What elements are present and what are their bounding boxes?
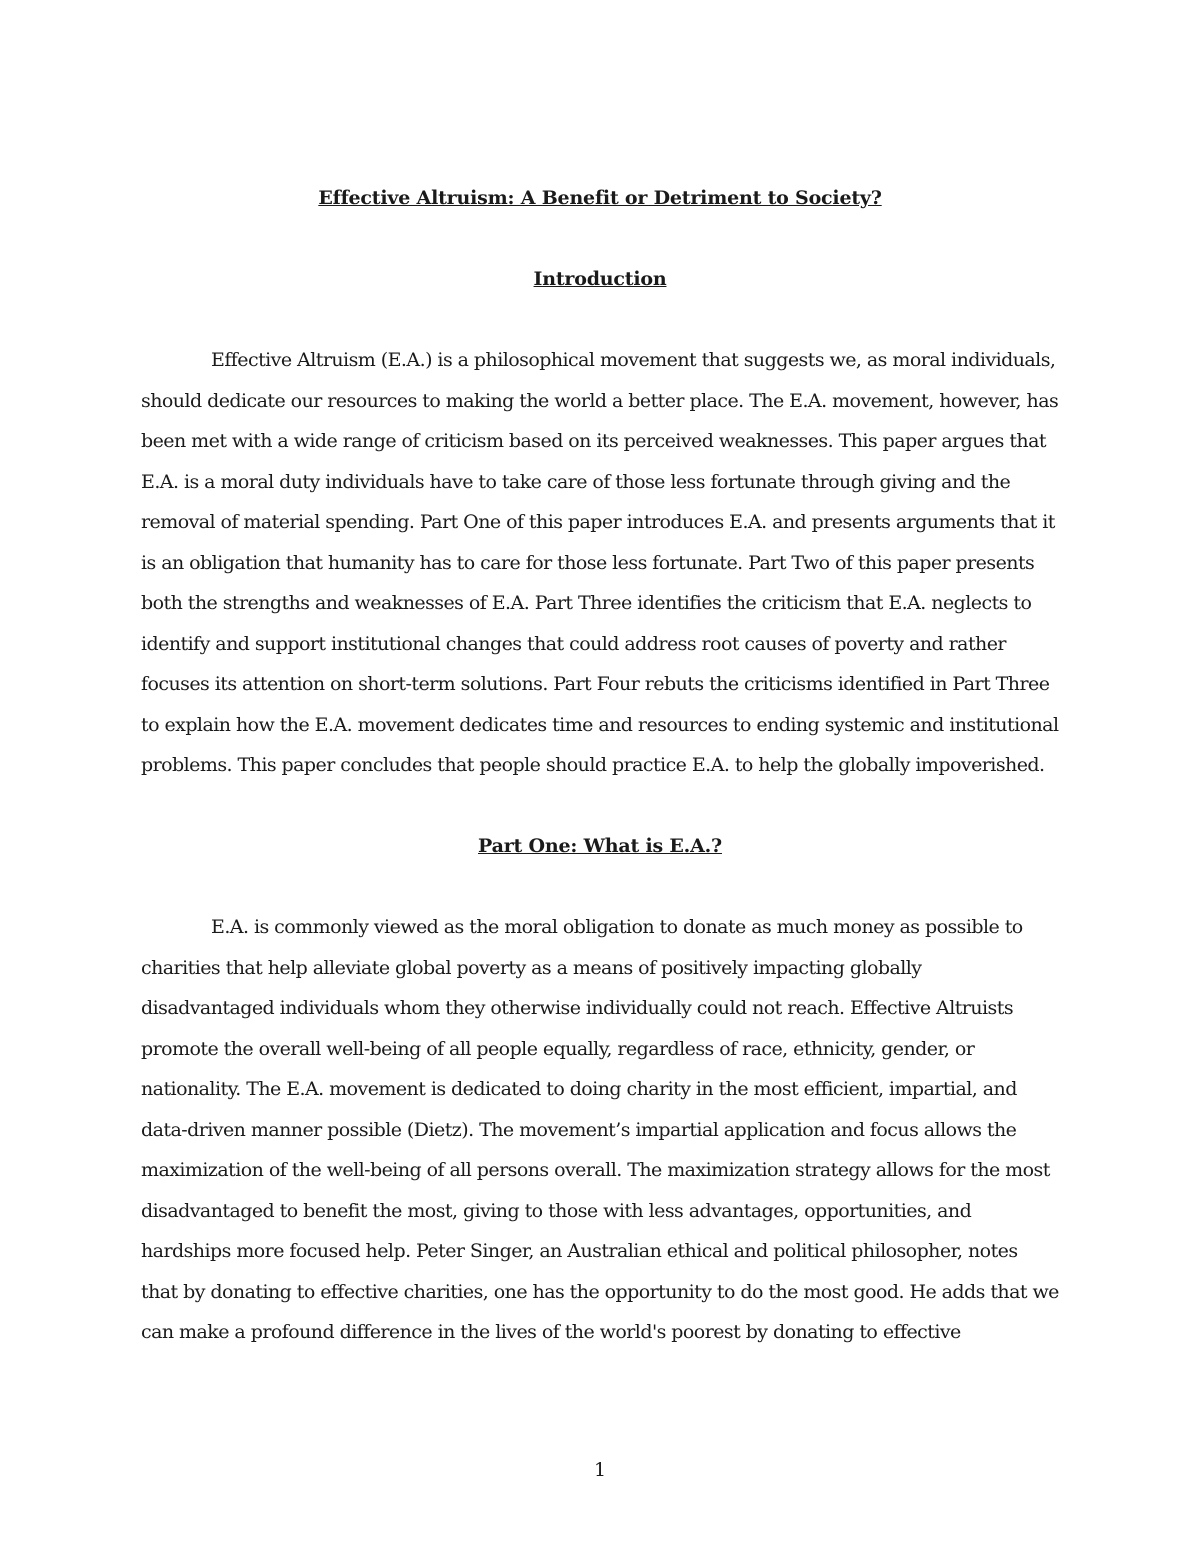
introduction-paragraph: Effective Altruism (E.A.) is a philosophical movement that suggests we, as moral individuals, should dedicate our resources to making the world a better place. The E.A. movement, however, has been met with a wide range of criticism based on its perceived weaknesses. This paper argues that E.A. is a moral duty individuals have to take care of those less fortunate through giving and the removal of material spending. Part One of this paper introduces E.A. and presents arguments that it is an obligation that humanity has to care for those less fortunate. Part Two of this paper presents both the strengths and weaknesses of E.A. Part Three identifies the criticism that E.A. neglects to identify and support institutional changes that could address root causes of poverty and rather focuses its attention on short-term solutions. Part Four rebuts the criticisms identified in Part Three to explain how the E.A. movement dedicates time and resources to ending systemic and institutional problems. This paper concludes that people should practice E.A. to help the globally impoverished. xyxy=(141,349,1059,776)
section-heading-introduction: Introduction xyxy=(533,268,667,290)
page-body xyxy=(141,178,1059,1353)
section-heading-part-one: Part One: What is E.A.? xyxy=(478,835,722,857)
page-number: 1 xyxy=(593,1459,607,1481)
part-one-paragraph: E.A. is commonly viewed as the moral obligation to donate as much money as possible to charities that help alleviate global poverty as a means of positively impacting globally disadvantaged individuals whom they otherwise individually could not reach. Effective Altruists promote the overall well-being of all people equally, regardless of race, ethnicity, gender, or nationality. The E.A. movement is dedicated to doing charity in the most efficient, impartial, and data-driven manner possible (Dietz). The movement’s impartial application and focus allows the maximization of the well-being of all persons overall. The maximization strategy allows for the most disadvantaged to benefit the most, giving to those with less advantages, opportunities, and hardships more focused help. Peter Singer, an Australian ethical and political philosopher, notes that by donating to effective charities, one has the opportunity to do the most good. He adds that we can make a profound difference in the lives of the world's poorest by donating to effective xyxy=(141,916,1059,1343)
paper-title: Effective Altruism: A Benefit or Detriment to Society? xyxy=(318,187,882,209)
